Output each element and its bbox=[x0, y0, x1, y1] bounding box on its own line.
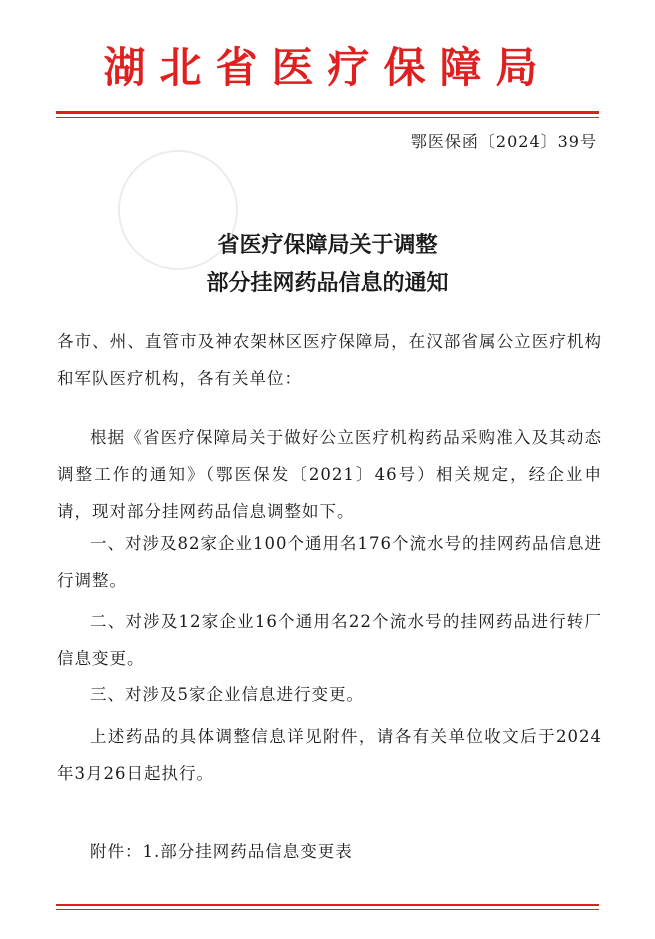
basis-paragraph: 根据《省医疗保障局关于做好公立医疗机构药品采购准入及其动态调整工作的通知》（鄂医保发〔2021〕46号）相关规定，经企业申请，现对部分挂网药品信息调整如下。 bbox=[57, 428, 602, 521]
header-red-divider-thin bbox=[56, 117, 599, 118]
item-one-paragraph: 一、对涉及82家企业100个通用名176个流水号的挂网药品信息进行调整。 bbox=[57, 534, 602, 590]
agency-header-title: 湖北省医疗保障局 bbox=[103, 43, 552, 92]
document-number: 鄂医保函〔2024〕39号 bbox=[410, 132, 597, 151]
notice-title-line-1: 省医疗保障局关于调整 bbox=[217, 233, 438, 258]
execution-paragraph: 上述药品的具体调整信息详见附件，请各有关单位收文后于2024年3月26日起执行。 bbox=[57, 727, 602, 783]
footer-red-divider-thin bbox=[56, 909, 599, 910]
attachment-line: 附件：1.部分挂网药品信息变更表 bbox=[90, 842, 353, 861]
item-two-paragraph: 二、对涉及12家企业16个通用名22个流水号的挂网药品进行转厂信息变更。 bbox=[57, 612, 602, 668]
header-red-divider bbox=[56, 111, 599, 114]
item-three-paragraph: 三、对涉及5家企业信息进行变更。 bbox=[90, 685, 364, 704]
addressee-paragraph: 各市、州、直管市及神农架林区医疗保障局，在汉部省属公立医疗机构和军队医疗机构，各有关单位： bbox=[57, 332, 602, 388]
footer-red-divider bbox=[56, 904, 599, 906]
notice-title-line-2: 部分挂网药品信息的通知 bbox=[206, 271, 449, 296]
